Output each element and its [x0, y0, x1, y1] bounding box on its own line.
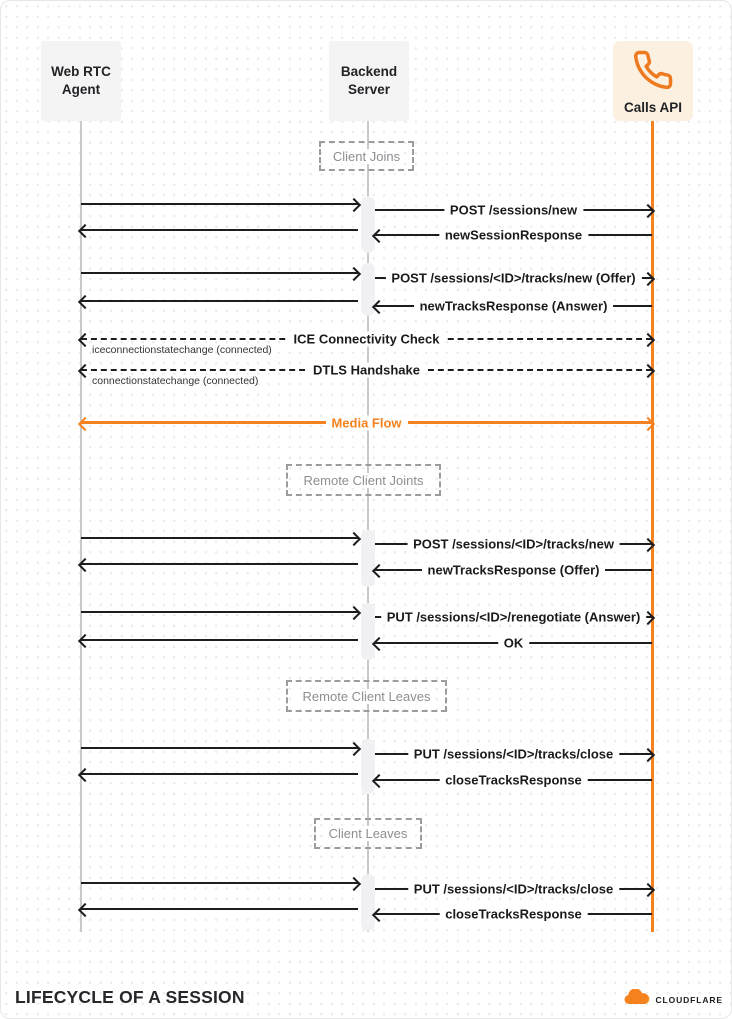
- cloudflare-logo: [624, 989, 723, 1010]
- message-label: POST /sessions/new: [444, 202, 583, 217]
- message-label: Media Flow: [325, 415, 407, 430]
- message-arrow-backend-to-agent: [81, 300, 358, 302]
- message-label: ICE Connectivity Check: [288, 331, 446, 346]
- message-arrow-ice-connectivity-check: [81, 331, 652, 356]
- message-label: newTracksResponse (Answer): [414, 298, 614, 313]
- message-arrow-ok-response: [375, 635, 652, 651]
- phone-icon: [632, 49, 674, 96]
- message-arrow-new-session-response: [375, 227, 652, 243]
- section-remote-client-joins: [286, 464, 441, 496]
- message-arrow-agent-to-backend: [81, 203, 358, 205]
- section-client-joins: [319, 141, 414, 171]
- actor-label: Calls API: [623, 99, 683, 115]
- message-arrow-agent-to-backend: [81, 611, 358, 613]
- activation-bar: [361, 603, 375, 660]
- message-arrow-backend-to-agent: [81, 908, 358, 910]
- message-arrow-close-tracks-response: [375, 772, 652, 788]
- section-client-leaves: [314, 818, 422, 849]
- diagram-title: LIFECYCLE OF A SESSION: [15, 987, 245, 1007]
- message-arrow-backend-to-agent: [81, 639, 358, 641]
- message-arrow-put-tracks-close: [375, 881, 652, 897]
- message-label: POST /sessions/<ID>/tracks/new: [407, 536, 620, 551]
- message-arrow-post-sessions-new: [375, 202, 652, 218]
- message-label: PUT /sessions/<ID>/tracks/close: [408, 881, 619, 896]
- message-label: POST /sessions/<ID>/tracks/new (Offer): [385, 270, 641, 285]
- message-label: newSessionResponse: [439, 227, 588, 242]
- lifeline-webrtc-agent: [80, 120, 82, 932]
- section-label: Client Joins: [329, 149, 404, 164]
- message-label: closeTracksResponse: [439, 772, 588, 787]
- message-arrow-agent-to-backend: [81, 747, 358, 749]
- message-label: OK: [498, 635, 530, 650]
- message-arrow-close-tracks-response: [375, 906, 652, 922]
- message-arrow-agent-to-backend: [81, 882, 358, 884]
- message-arrow-post-tracks-new: [375, 536, 652, 552]
- message-label: closeTracksResponse: [439, 906, 588, 921]
- section-label: Client Leaves: [325, 826, 412, 841]
- activation-bar: [361, 530, 375, 587]
- message-label: PUT /sessions/<ID>/renegotiate (Answer): [381, 609, 647, 624]
- section-label: Remote Client Leaves: [299, 689, 435, 704]
- cloudflare-cloud-icon: [624, 989, 651, 1010]
- message-arrow-put-renegotiate-answer: [375, 609, 652, 625]
- activation-bar: [361, 874, 375, 931]
- message-arrow-agent-to-backend: [81, 272, 358, 274]
- message-arrow-post-tracks-new-offer: [375, 270, 652, 286]
- event-note: iceconnectionstatechange (connected): [92, 343, 272, 356]
- message-arrow-media-flow: [81, 415, 652, 431]
- activation-bar: [361, 739, 375, 794]
- message-arrow-backend-to-agent: [81, 229, 358, 231]
- section-label: Remote Client Joints: [300, 473, 428, 488]
- message-arrow-new-tracks-response-answer: [375, 298, 652, 314]
- message-label: newTracksResponse (Offer): [422, 562, 606, 577]
- activation-bar: [361, 196, 375, 253]
- message-arrow-backend-to-agent: [81, 563, 358, 565]
- actor-webrtc-agent: [41, 41, 121, 121]
- cloudflare-wordmark: CLOUDFLARE: [655, 994, 723, 1005]
- message-arrow-dtls-handshake: [81, 362, 652, 387]
- actor-calls-api: [613, 41, 693, 121]
- message-label: PUT /sessions/<ID>/tracks/close: [408, 746, 619, 761]
- actor-backend-server: [329, 41, 409, 121]
- message-arrow-put-tracks-close: [375, 746, 652, 762]
- message-arrow-agent-to-backend: [81, 537, 358, 539]
- section-remote-client-leaves: [286, 680, 447, 712]
- event-note: connectionstatechange (connected): [92, 374, 259, 387]
- message-arrow-new-tracks-response-offer: [375, 562, 652, 578]
- lifeline-calls-api: [651, 120, 654, 932]
- message-arrow-backend-to-agent: [81, 773, 358, 775]
- message-label: DTLS Handshake: [307, 362, 426, 377]
- actor-label: Web RTC Agent: [51, 64, 111, 97]
- actor-label: Backend Server: [340, 64, 398, 97]
